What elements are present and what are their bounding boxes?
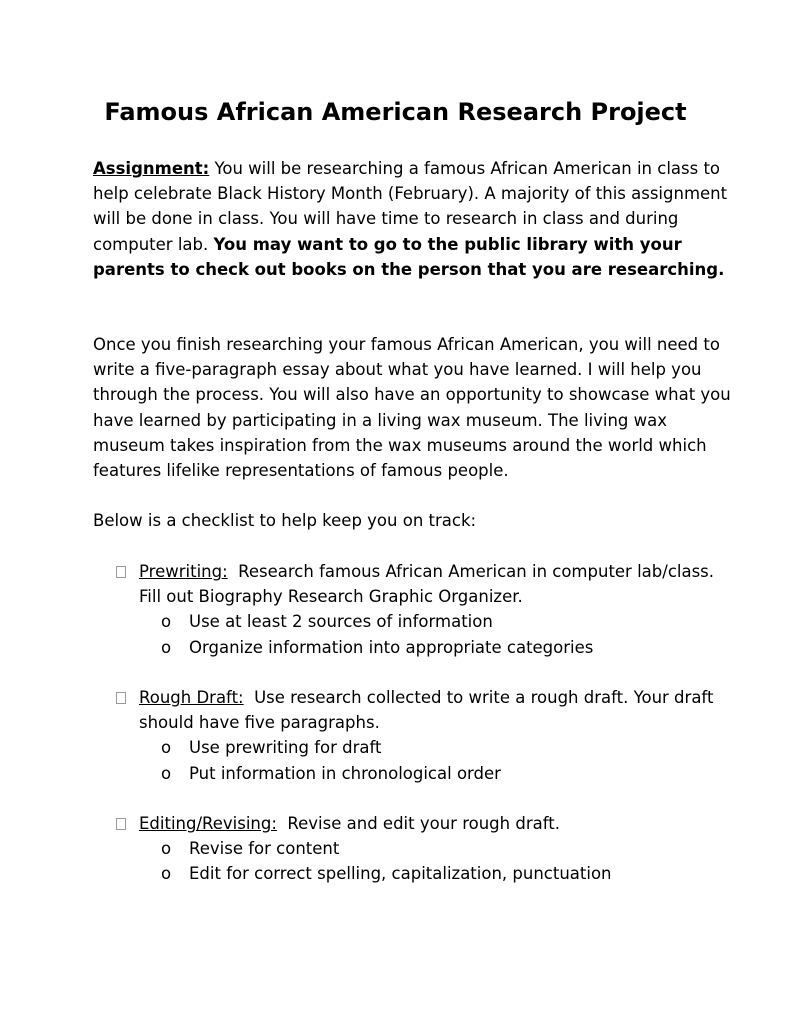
sub-list <box>116 836 736 886</box>
list-item <box>161 609 736 634</box>
checklist-section-editing-revising <box>116 811 736 887</box>
checkbox-icon <box>116 692 126 704</box>
sub-list <box>116 735 736 785</box>
section-name: Editing/Revising: <box>139 814 277 833</box>
assignment-label: Assignment: <box>93 159 210 178</box>
section-text: Use research collected to write a rough draft. Your draft should have five paragraphs. <box>139 688 714 733</box>
list-item-text: Use at least 2 sources of information <box>189 612 493 632</box>
sub-list <box>116 609 736 659</box>
list-item-text: Edit for correct spelling, capitalization, punctuation <box>189 864 612 884</box>
list-item <box>161 761 736 786</box>
circle-bullet-icon: o <box>161 738 172 758</box>
checkbox-icon <box>116 818 126 830</box>
assignment-text: You will be researching a famous African American in class to help celebrate Black History Month (February). A majority of this assignment will be done in class. You will have time to research in class and during computer lab. <box>93 159 728 254</box>
section-name: Prewriting: <box>139 562 228 581</box>
checklist-section-rough-draft <box>116 685 736 786</box>
list-item <box>161 836 736 861</box>
section-name: Rough Draft: <box>139 688 244 707</box>
list-item-text: Revise for content <box>189 839 340 859</box>
section-text: Revise and edit your rough draft. <box>287 814 560 833</box>
circle-bullet-icon: o <box>161 864 172 884</box>
list-item <box>161 861 736 886</box>
checklist-section-prewriting <box>116 559 736 660</box>
circle-bullet-icon: o <box>161 612 172 632</box>
essay-paragraph: Once you finish researching your famous African American, you will need to write a five-paragraph essay about what you have learned. I will help you through the process. You will also have an opportunity to showcase what you have learned by participating in a living wax museum. The living wax museum takes inspiration from the wax museums around the world which features lifelike representations of famous people. <box>93 335 731 481</box>
assignment-bold-text: You may want to go to the public library with your parents to check out books on the person that you are researching. <box>93 234 725 279</box>
circle-bullet-icon: o <box>161 637 172 657</box>
list-item <box>161 735 736 760</box>
checkbox-icon <box>116 566 126 578</box>
list-item-text: Organize information into appropriate categories <box>189 637 594 657</box>
list-item-text: Put information in chronological order <box>189 763 501 783</box>
circle-bullet-icon: o <box>161 763 172 783</box>
list-item-text: Use prewriting for draft <box>189 738 382 758</box>
assignment-paragraph <box>93 156 733 282</box>
checklist-intro: Below is a checklist to help keep you on track: <box>93 511 477 530</box>
section-text: Research famous African American in computer lab/class. Fill out Biography Research Graphic Organizer. <box>139 562 715 607</box>
page-title: Famous African American Research Project <box>104 98 687 126</box>
circle-bullet-icon: o <box>161 839 172 859</box>
list-item <box>161 635 736 660</box>
